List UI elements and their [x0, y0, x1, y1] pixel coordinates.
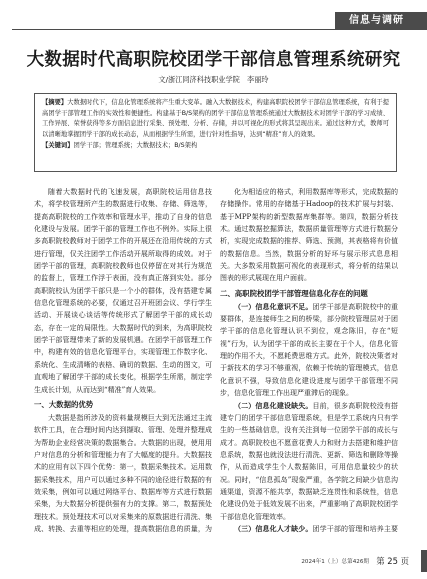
body-column-left	[34, 186, 212, 536]
abstract-box	[34, 93, 397, 172]
abstract-paragraph	[42, 98, 389, 140]
body-paragraph	[220, 523, 398, 536]
body-paragraph	[220, 400, 398, 523]
subsection-text: 目前，很多高职院校没有搭建专门的团学干部信息管理系统，但是学工系统内只有学生的一些基础信息，没有关注到每一位团学干部的成长与成才。高职院校也不愿意花费人力和财力去搭建和维护信息系统，数据也就没法进行清洗、更新、筛选和删除等操作，从而造成学生个人数据陈旧，可用信息量较少的状况。同时，“信息孤岛”现象严重，各学院之间缺少信息沟通渠道，资源不能共享，数据缺乏连贯性和系统性，信息化建设仍处于低效发展不出来，严重影响了高职院校团学干部信息化管理效率。	[220, 401, 398, 521]
keywords-paragraph	[42, 141, 389, 152]
section-heading: 二、高职院校团学干部管理信息化存在的问题	[220, 288, 368, 298]
body-paragraph: 化为相适应的格式，利用数据库等形式，完成数据的存储操作。常用的存储基于Hadoop的技术扩展与封装、基于MPP架构的新型数据库集群等。第四，数据分析技术。通过数据挖掘算法，数据质量管理等方式进行数据分析，实现完成数据的推荐、筛选、预测，其表格将有价值的数据信息。当然，数据分析的好坏与展示形式息息相关。大多数采用数据可视化的表现形式，将分析的结果以图表的形式展现在用户面前。	[220, 188, 398, 283]
body-column-right	[220, 186, 398, 536]
keywords-label: 【关键词】	[42, 142, 74, 150]
keywords-text: 团学干部；管理系统；大数据技术；B/S架构	[73, 142, 198, 150]
abstract-label: 【摘要】	[42, 99, 68, 106]
abstract-text: 大数据时代下，信息化管理系统将产生重大变革。融入大数据技术，构建高职院校团学干部信息管理系统，有利于提高团学干部管理工作的实效性和便捷性。构建基于B/S架构的团学干部信息管理系统通过大数据技术对团学干部的学习成绩、工作异展、荣誉获得等多方面信息进行采集、预处理、分析、存储，并以可视化的形式将其呈现出来。通过这种方式，教师可以清晰地掌握团学干部的成长动态，从而根据学生所需，进行针对性指导，达到“精准”育人的效果。	[42, 99, 390, 138]
section-tag: 信息与调研	[335, 12, 427, 30]
subsection-label: （二）信息化建设缺失。	[234, 401, 313, 410]
subsection-text: 团学干部是高职院校中的重要群体，是连接师生之间的桥梁，部分院校管理层对于团学干部的信息化管理认识不到位，观念陈旧，存在“短视”行为，认为团学干部的成长主要在于个人，信息化管理的作用不大，不愿耗费思维方式。此外，院校决策者对于新技术的学习不够重视，依赖于传统的管理模式，信息化意识不强，导致信息化建设进度与团学干部管理不同步，信息化管理工作出现严重滞后的现象。	[220, 302, 398, 398]
body-paragraph	[220, 301, 398, 400]
issue-info: 2024年1（上）总第426期	[301, 559, 369, 565]
header-rule	[12, 29, 427, 30]
body-paragraph: 随着大数据时代的飞速发展，高职院校运用信息技术，将学校管理所产生的数据进行收集、存储、筛选等，提高高职院校的工作效率和管理水平，推动了自身的信息化建设与发展。团学干部的管理工作也不例外。实际上很多高职院校教师对于团学工作的开展还在沿用传统的方式进行管理，仅关注团学工作活动开展所取得的成效。对于团学干部的管理，高职院校教师也仅停留在对其行为规范的监督上，管理工作浮于表面，没有真正落到实处。部分高职院校认为团学干部只是一个小的群体，没有搭建专属信息化管理系统的必要，仅通过召开班团会议、学行学生活动、开展谈心谈话等传统形式了解团学干部的成长动态，存在一定的局限性。大数据时代的到来，为高职院校团学干部管理带来了新的发展机遇。在团学干部管理工作中，构建有效的信息化管理平台，实现管理工作数字化、系统化、生成清晰的表格、确切的数据、生动的图文，可直观地了解团学干部的成长变化，根据学生所需，制定学生成长计划，从而达到“精准”育人效果。	[34, 188, 212, 394]
article-author: 文/浙江同济科技职业学院 李丽玲	[158, 75, 269, 84]
article-title: 大数据时代高职院校团学干部信息管理系统研究	[26, 50, 401, 70]
body-paragraph: 大数据是指所涉及的资料量规模巨大到无法通过主流软件工具，在合理时间内达到撷取、管理、处理并整理成为帮助企业经营决策的数据集合。大数据的出现，使用用户对信息的分析和管理能力有了大幅度的提升。大数据技术的应用有以下四个优势：第一，数据采集技术。运用数据采集技术，用户可以通过多种不同的途径进行数据的有效采集，例如可以通过网络平台、数据库等方式进行数据采集，为大数据分析提供强有力的支撑。第二，数据预处理技术。预处理技术可以对采集来的原数据进行清洗、集成、转换、去重等相应的处理，提高数据信息的质量，为	[34, 413, 212, 533]
page-number: 第 25 页	[376, 556, 409, 566]
section-heading: 一、大数据的优势	[34, 399, 94, 409]
subsection-text: 团学干部的管理和培养主要	[312, 524, 398, 533]
subsection-label: （一）信息化意识不足。	[234, 302, 313, 311]
footer-bar	[421, 550, 427, 572]
subsection-label: （三）信息化人才缺少。	[234, 524, 313, 533]
